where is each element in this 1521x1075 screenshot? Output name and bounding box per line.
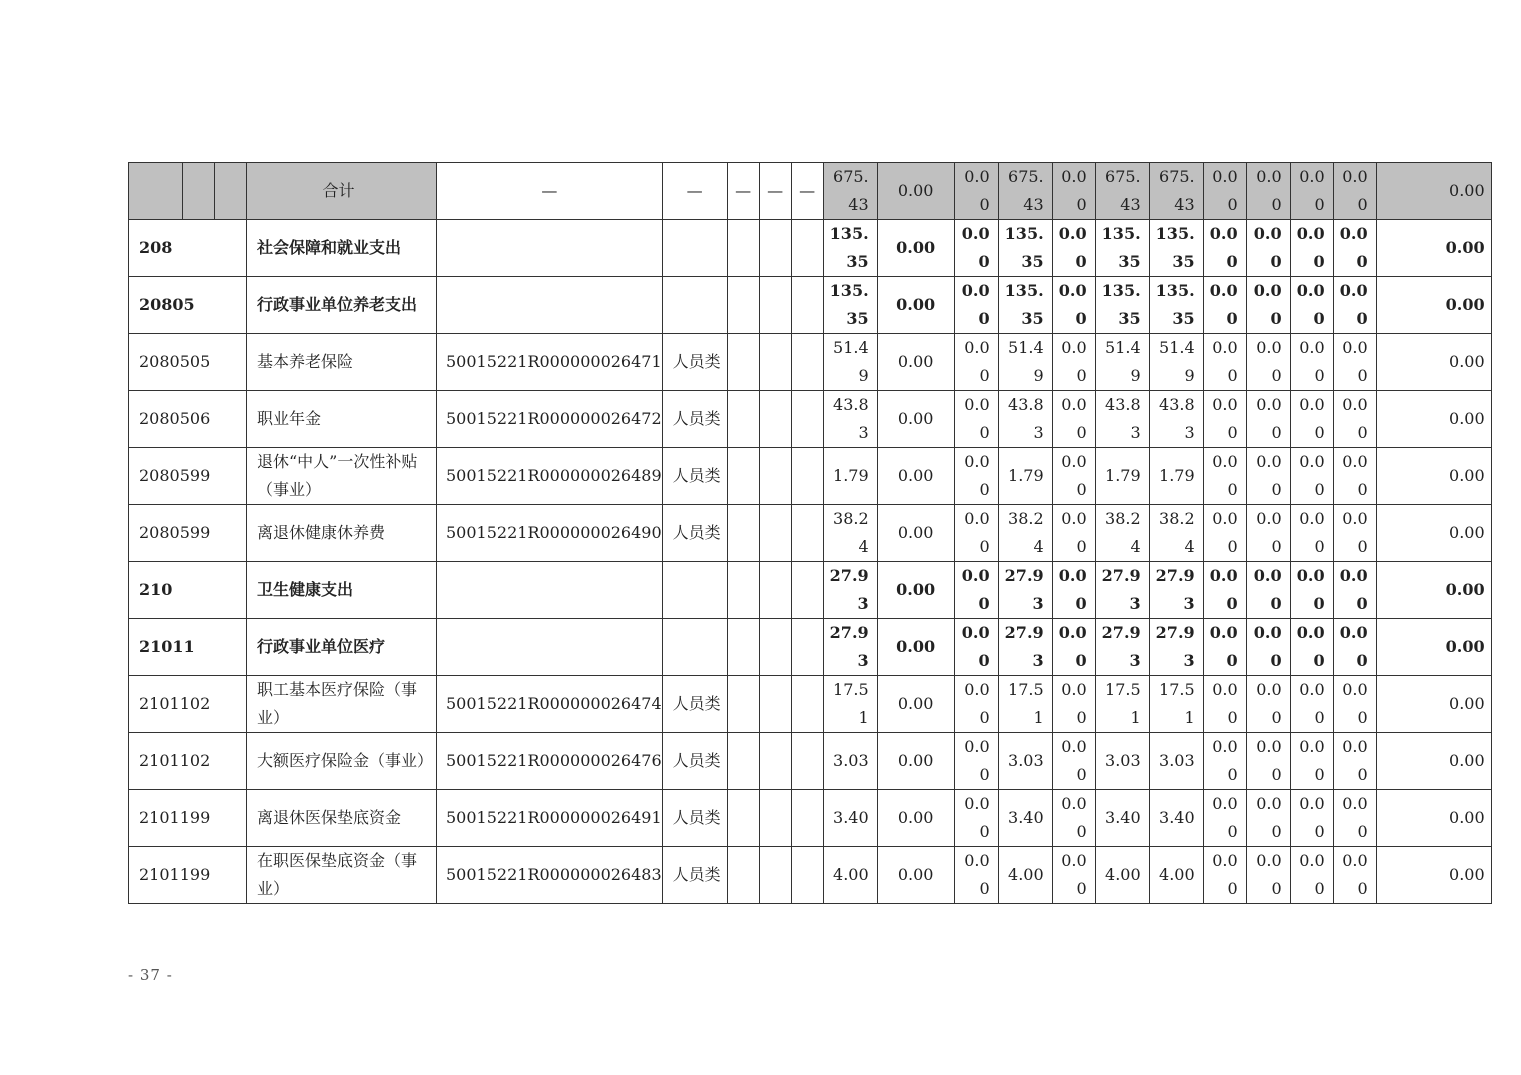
amount-cell: 38.24 <box>1095 505 1149 562</box>
amount-cell: 0.00 <box>1246 847 1290 904</box>
category-cell: 人员类 <box>662 448 727 505</box>
empty-cell <box>727 790 759 847</box>
amount-cell: 0.00 <box>1376 334 1491 391</box>
amount-cell: 0.00 <box>1333 334 1376 391</box>
amount-cell: 0.00 <box>877 790 954 847</box>
amount-cell: 0.00 <box>1203 619 1246 676</box>
amount-cell: 27.93 <box>998 562 1052 619</box>
total-value: 0.00 <box>1290 163 1333 220</box>
amount-cell: 135.35 <box>823 220 877 277</box>
category-cell: 人员类 <box>662 391 727 448</box>
amount-cell: 0.00 <box>954 790 998 847</box>
amount-cell: 51.49 <box>1095 334 1149 391</box>
amount-cell: 43.83 <box>823 391 877 448</box>
amount-cell: 135.35 <box>1149 277 1203 334</box>
empty-cell <box>791 847 823 904</box>
page-number: - 37 - <box>128 966 173 984</box>
function-code-cell: 2080599 <box>129 448 247 505</box>
amount-cell: 0.00 <box>1203 790 1246 847</box>
function-code-cell: 2101199 <box>129 790 247 847</box>
total-value: 0.00 <box>954 163 998 220</box>
function-code-cell: 2080506 <box>129 391 247 448</box>
total-dash: — <box>437 163 663 220</box>
amount-cell: 51.49 <box>1149 334 1203 391</box>
amount-cell: 0.00 <box>877 847 954 904</box>
amount-cell: 27.93 <box>1149 562 1203 619</box>
amount-cell: 0.00 <box>954 391 998 448</box>
table-row <box>129 790 1492 847</box>
amount-cell: 3.40 <box>998 790 1052 847</box>
amount-cell: 135.35 <box>1095 220 1149 277</box>
amount-cell: 0.00 <box>1052 676 1095 733</box>
amount-cell: 38.24 <box>823 505 877 562</box>
amount-cell: 27.93 <box>823 562 877 619</box>
empty-cell <box>759 334 791 391</box>
amount-cell: 1.79 <box>1095 448 1149 505</box>
amount-cell: 0.00 <box>954 277 998 334</box>
amount-cell: 0.00 <box>1376 733 1491 790</box>
amount-cell: 0.00 <box>1203 847 1246 904</box>
amount-cell: 0.00 <box>1290 619 1333 676</box>
category-cell <box>662 220 727 277</box>
item-name-cell: 职工基本医疗保险（事业） <box>247 676 437 733</box>
empty-cell <box>727 334 759 391</box>
item-name-cell: 大额医疗保险金（事业） <box>247 733 437 790</box>
amount-cell: 17.51 <box>1095 676 1149 733</box>
amount-cell: 0.00 <box>1376 448 1491 505</box>
amount-cell: 0.00 <box>1052 790 1095 847</box>
item-name-cell: 基本养老保险 <box>247 334 437 391</box>
amount-cell: 0.00 <box>1052 391 1095 448</box>
amount-cell: 0.00 <box>877 334 954 391</box>
amount-cell: 135.35 <box>998 220 1052 277</box>
item-name-cell: 行政事业单位养老支出 <box>247 277 437 334</box>
amount-cell: 0.00 <box>1052 277 1095 334</box>
category-cell <box>662 562 727 619</box>
total-value: 675.43 <box>1095 163 1149 220</box>
amount-cell: 4.00 <box>1095 847 1149 904</box>
amount-cell: 135.35 <box>1095 277 1149 334</box>
amount-cell: 0.00 <box>1246 619 1290 676</box>
table-row <box>129 391 1492 448</box>
amount-cell: 0.00 <box>1290 277 1333 334</box>
amount-cell: 0.00 <box>1333 505 1376 562</box>
amount-cell: 0.00 <box>1333 790 1376 847</box>
total-dash: — <box>727 163 759 220</box>
amount-cell: 0.00 <box>1203 562 1246 619</box>
amount-cell: 0.00 <box>1203 733 1246 790</box>
amount-cell: 4.00 <box>1149 847 1203 904</box>
amount-cell: 38.24 <box>998 505 1052 562</box>
empty-cell <box>727 619 759 676</box>
header-blank-cell <box>129 163 183 220</box>
amount-cell: 0.00 <box>1246 676 1290 733</box>
amount-cell: 4.00 <box>823 847 877 904</box>
empty-cell <box>727 448 759 505</box>
amount-cell: 1.79 <box>1149 448 1203 505</box>
category-cell: 人员类 <box>662 334 727 391</box>
amount-cell: 0.00 <box>1052 619 1095 676</box>
table-row <box>129 847 1492 904</box>
amount-cell: 0.00 <box>1246 334 1290 391</box>
empty-cell <box>759 847 791 904</box>
item-name-cell: 离退休医保垫底资金 <box>247 790 437 847</box>
header-blank-cell <box>215 163 247 220</box>
empty-cell <box>759 790 791 847</box>
amount-cell: 0.00 <box>1290 220 1333 277</box>
empty-cell <box>727 847 759 904</box>
amount-cell: 43.83 <box>1095 391 1149 448</box>
amount-cell: 0.00 <box>1052 220 1095 277</box>
amount-cell: 3.03 <box>1095 733 1149 790</box>
amount-cell: 38.24 <box>1149 505 1203 562</box>
amount-cell: 0.00 <box>1246 391 1290 448</box>
amount-cell: 51.49 <box>823 334 877 391</box>
empty-cell <box>791 448 823 505</box>
amount-cell: 3.40 <box>823 790 877 847</box>
amount-cell: 0.00 <box>1246 790 1290 847</box>
empty-cell <box>791 505 823 562</box>
empty-cell <box>791 790 823 847</box>
total-value: 675.43 <box>1149 163 1203 220</box>
amount-cell: 0.00 <box>877 562 954 619</box>
empty-cell <box>759 391 791 448</box>
table-row <box>129 676 1492 733</box>
category-cell <box>662 277 727 334</box>
amount-cell: 135.35 <box>1149 220 1203 277</box>
item-name-cell: 退休“中人”一次性补贴（事业） <box>247 448 437 505</box>
total-value: 0.00 <box>1333 163 1376 220</box>
budget-table <box>128 162 1492 904</box>
amount-cell: 0.00 <box>954 448 998 505</box>
amount-cell: 0.00 <box>1203 220 1246 277</box>
empty-cell <box>759 733 791 790</box>
project-code-cell: 50015221R000000026474 <box>437 676 663 733</box>
amount-cell: 0.00 <box>1203 391 1246 448</box>
project-code-cell: 50015221R000000026491 <box>437 790 663 847</box>
amount-cell: 0.00 <box>877 448 954 505</box>
category-cell: 人员类 <box>662 790 727 847</box>
amount-cell: 0.00 <box>1052 733 1095 790</box>
empty-cell <box>791 619 823 676</box>
total-dash: — <box>791 163 823 220</box>
amount-cell: 0.00 <box>1290 562 1333 619</box>
empty-cell <box>791 277 823 334</box>
category-cell: 人员类 <box>662 505 727 562</box>
amount-cell: 0.00 <box>954 847 998 904</box>
amount-cell: 0.00 <box>954 733 998 790</box>
empty-cell <box>727 562 759 619</box>
amount-cell: 0.00 <box>1376 790 1491 847</box>
project-code-cell: 50015221R000000026490 <box>437 505 663 562</box>
empty-cell <box>727 733 759 790</box>
total-label: 合计 <box>247 163 437 220</box>
amount-cell: 0.00 <box>1333 448 1376 505</box>
amount-cell: 0.00 <box>954 334 998 391</box>
amount-cell: 17.51 <box>998 676 1052 733</box>
table-row <box>129 619 1492 676</box>
amount-cell: 0.00 <box>1290 733 1333 790</box>
amount-cell: 43.83 <box>1149 391 1203 448</box>
empty-cell <box>791 733 823 790</box>
amount-cell: 0.00 <box>1246 733 1290 790</box>
project-code-cell: 50015221R000000026476 <box>437 733 663 790</box>
empty-cell <box>759 676 791 733</box>
item-name-cell: 职业年金 <box>247 391 437 448</box>
project-code-cell: 50015221R000000026471 <box>437 334 663 391</box>
function-code-cell: 21011 <box>129 619 247 676</box>
total-value: 0.00 <box>877 163 954 220</box>
project-code-cell <box>437 220 663 277</box>
amount-cell: 0.00 <box>1052 847 1095 904</box>
amount-cell: 17.51 <box>823 676 877 733</box>
project-code-cell <box>437 277 663 334</box>
amount-cell: 0.00 <box>1052 448 1095 505</box>
amount-cell: 0.00 <box>1376 847 1491 904</box>
function-code-cell: 2080505 <box>129 334 247 391</box>
amount-cell: 0.00 <box>1376 505 1491 562</box>
amount-cell: 0.00 <box>1290 847 1333 904</box>
amount-cell: 3.03 <box>823 733 877 790</box>
item-name-cell: 在职医保垫底资金（事业） <box>247 847 437 904</box>
amount-cell: 0.00 <box>1290 505 1333 562</box>
category-cell: 人员类 <box>662 733 727 790</box>
amount-cell: 0.00 <box>1333 619 1376 676</box>
amount-cell: 0.00 <box>954 676 998 733</box>
total-value: 675.43 <box>998 163 1052 220</box>
amount-cell: 135.35 <box>998 277 1052 334</box>
amount-cell: 27.93 <box>1149 619 1203 676</box>
amount-cell: 3.40 <box>1095 790 1149 847</box>
empty-cell <box>759 277 791 334</box>
amount-cell: 0.00 <box>1333 391 1376 448</box>
amount-cell: 0.00 <box>954 220 998 277</box>
amount-cell: 0.00 <box>1203 277 1246 334</box>
amount-cell: 51.49 <box>998 334 1052 391</box>
function-code-cell: 20805 <box>129 277 247 334</box>
table-row <box>129 505 1492 562</box>
item-name-cell: 卫生健康支出 <box>247 562 437 619</box>
amount-cell: 3.03 <box>1149 733 1203 790</box>
empty-cell <box>759 505 791 562</box>
project-code-cell: 50015221R000000026489 <box>437 448 663 505</box>
empty-cell <box>727 220 759 277</box>
table-row <box>129 448 1492 505</box>
category-cell <box>662 619 727 676</box>
empty-cell <box>759 448 791 505</box>
amount-cell: 0.00 <box>1333 733 1376 790</box>
amount-cell: 0.00 <box>1376 619 1491 676</box>
empty-cell <box>791 220 823 277</box>
amount-cell: 0.00 <box>954 505 998 562</box>
amount-cell: 0.00 <box>1376 562 1491 619</box>
amount-cell: 0.00 <box>1290 790 1333 847</box>
amount-cell: 27.93 <box>998 619 1052 676</box>
amount-cell: 27.93 <box>823 619 877 676</box>
amount-cell: 0.00 <box>954 562 998 619</box>
amount-cell: 17.51 <box>1149 676 1203 733</box>
amount-cell: 0.00 <box>877 733 954 790</box>
amount-cell: 0.00 <box>1246 220 1290 277</box>
amount-cell: 0.00 <box>877 505 954 562</box>
amount-cell: 0.00 <box>877 676 954 733</box>
amount-cell: 0.00 <box>1203 505 1246 562</box>
empty-cell <box>791 334 823 391</box>
amount-cell: 0.00 <box>954 619 998 676</box>
amount-cell: 0.00 <box>1333 220 1376 277</box>
item-name-cell: 行政事业单位医疗 <box>247 619 437 676</box>
amount-cell: 0.00 <box>877 619 954 676</box>
total-value: 0.00 <box>1203 163 1246 220</box>
function-code-cell: 2080599 <box>129 505 247 562</box>
table-row <box>129 733 1492 790</box>
amount-cell: 0.00 <box>1376 391 1491 448</box>
amount-cell: 0.00 <box>877 277 954 334</box>
category-cell: 人员类 <box>662 676 727 733</box>
function-code-cell: 208 <box>129 220 247 277</box>
empty-cell <box>727 505 759 562</box>
table-row <box>129 562 1492 619</box>
amount-cell: 3.03 <box>998 733 1052 790</box>
amount-cell: 0.00 <box>1333 562 1376 619</box>
amount-cell: 1.79 <box>823 448 877 505</box>
table-row <box>129 277 1492 334</box>
amount-cell: 0.00 <box>1246 277 1290 334</box>
amount-cell: 0.00 <box>1333 277 1376 334</box>
total-value: 0.00 <box>1376 163 1491 220</box>
function-code-cell: 2101199 <box>129 847 247 904</box>
amount-cell: 0.00 <box>1052 334 1095 391</box>
function-code-cell: 2101102 <box>129 676 247 733</box>
function-code-cell: 210 <box>129 562 247 619</box>
amount-cell: 0.00 <box>1333 676 1376 733</box>
item-name-cell: 离退休健康休养费 <box>247 505 437 562</box>
amount-cell: 1.79 <box>998 448 1052 505</box>
amount-cell: 0.00 <box>1333 847 1376 904</box>
amount-cell: 0.00 <box>1246 505 1290 562</box>
amount-cell: 0.00 <box>1203 448 1246 505</box>
project-code-cell <box>437 619 663 676</box>
category-cell: 人员类 <box>662 847 727 904</box>
empty-cell <box>759 220 791 277</box>
total-value: 675.43 <box>823 163 877 220</box>
empty-cell <box>759 562 791 619</box>
amount-cell: 0.00 <box>1246 562 1290 619</box>
amount-cell: 0.00 <box>1290 391 1333 448</box>
empty-cell <box>759 619 791 676</box>
amount-cell: 4.00 <box>998 847 1052 904</box>
project-code-cell: 50015221R000000026472 <box>437 391 663 448</box>
total-dash: — <box>662 163 727 220</box>
amount-cell: 0.00 <box>1290 448 1333 505</box>
amount-cell: 0.00 <box>1203 676 1246 733</box>
amount-cell: 0.00 <box>1052 562 1095 619</box>
table-row <box>129 334 1492 391</box>
amount-cell: 0.00 <box>1376 277 1491 334</box>
table-row <box>129 220 1492 277</box>
empty-cell <box>727 277 759 334</box>
header-blank-cell <box>183 163 215 220</box>
total-value: 0.00 <box>1052 163 1095 220</box>
amount-cell: 0.00 <box>1052 505 1095 562</box>
amount-cell: 0.00 <box>1290 676 1333 733</box>
amount-cell: 0.00 <box>1290 334 1333 391</box>
empty-cell <box>791 391 823 448</box>
amount-cell: 27.93 <box>1095 562 1149 619</box>
amount-cell: 0.00 <box>1376 676 1491 733</box>
amount-cell: 27.93 <box>1095 619 1149 676</box>
amount-cell: 0.00 <box>1246 448 1290 505</box>
item-name-cell: 社会保障和就业支出 <box>247 220 437 277</box>
total-dash: — <box>759 163 791 220</box>
empty-cell <box>791 676 823 733</box>
amount-cell: 0.00 <box>877 220 954 277</box>
amount-cell: 0.00 <box>1203 334 1246 391</box>
amount-cell: 135.35 <box>823 277 877 334</box>
function-code-cell: 2101102 <box>129 733 247 790</box>
project-code-cell: 50015221R000000026483 <box>437 847 663 904</box>
total-row <box>129 163 1492 220</box>
amount-cell: 43.83 <box>998 391 1052 448</box>
empty-cell <box>727 676 759 733</box>
empty-cell <box>727 391 759 448</box>
project-code-cell <box>437 562 663 619</box>
amount-cell: 3.40 <box>1149 790 1203 847</box>
total-value: 0.00 <box>1246 163 1290 220</box>
amount-cell: 0.00 <box>877 391 954 448</box>
empty-cell <box>791 562 823 619</box>
amount-cell: 0.00 <box>1376 220 1491 277</box>
